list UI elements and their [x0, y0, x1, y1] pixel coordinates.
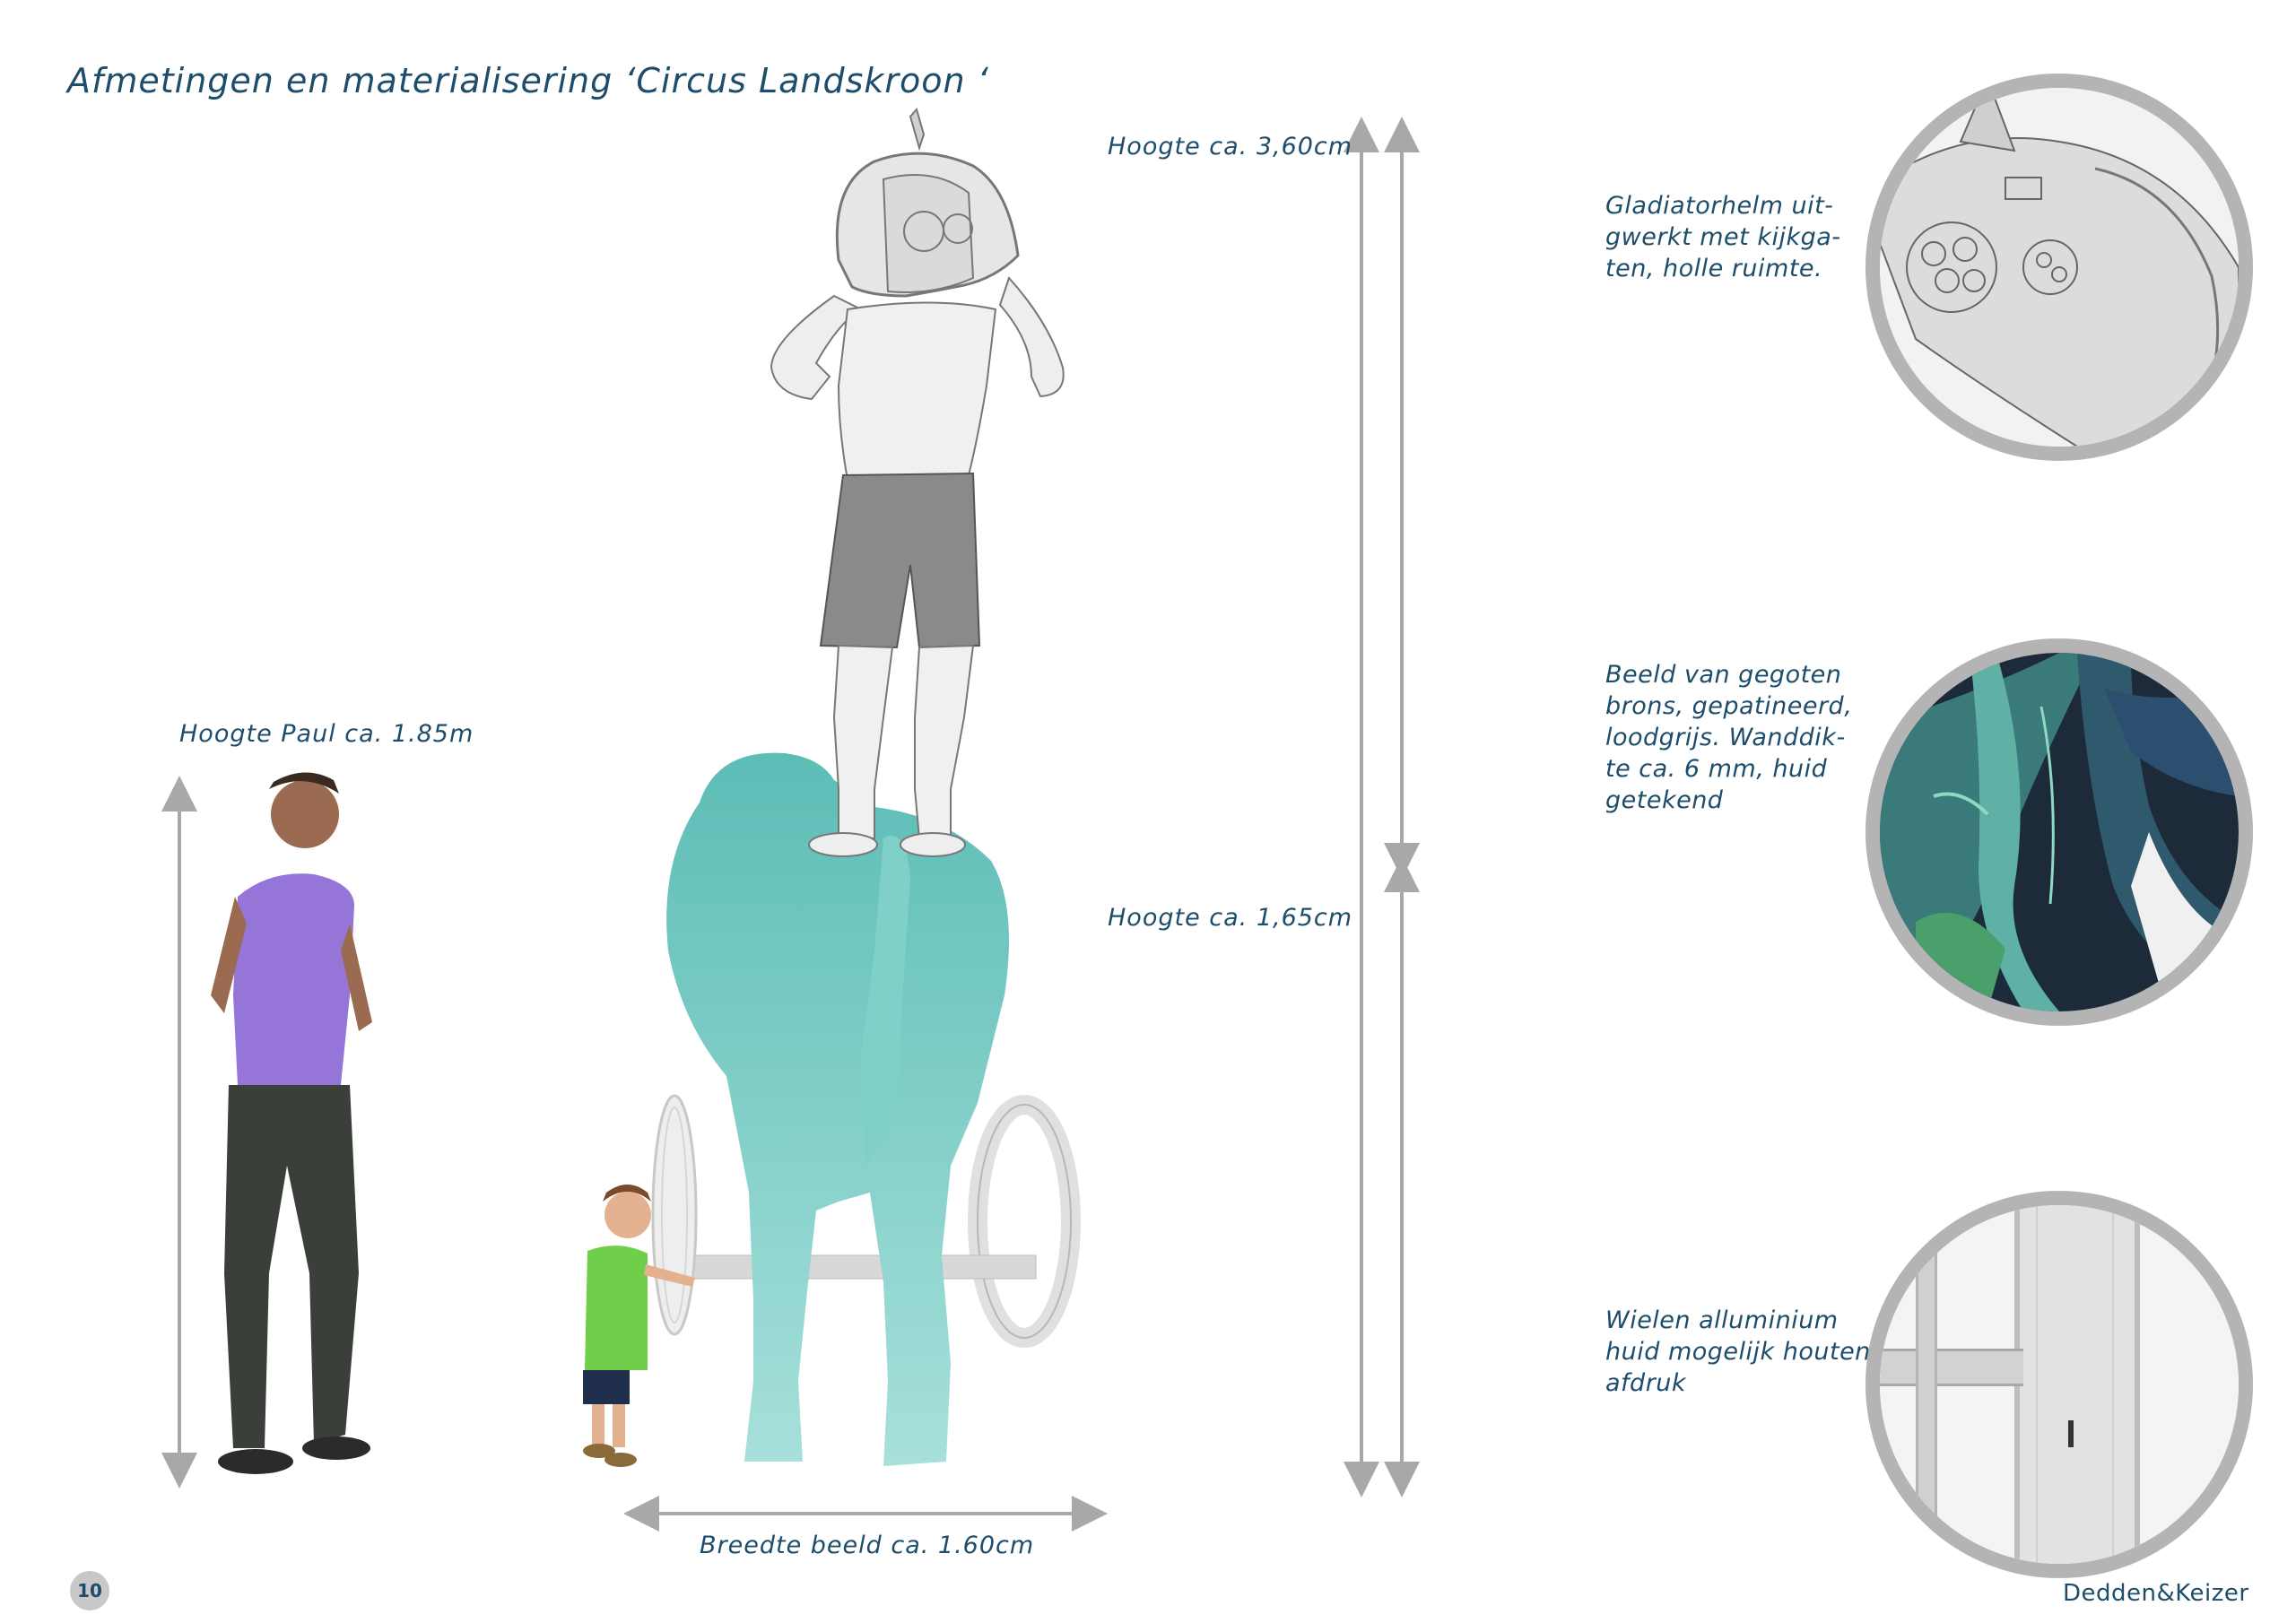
width-label: Breedte beeld ca. 1.60cm [700, 1532, 1035, 1559]
statue-height-label: Hoogte ca. 1,65cm [1108, 904, 1353, 932]
wheel-detail-image [1866, 1191, 2253, 1578]
paul-height-label: Hoogte Paul ca. 1.85m [179, 720, 474, 748]
page-title: Afmetingen en materialisering ‘Circus Landskroon ‘ [67, 61, 989, 100]
brand-name: Dedden&Keizer [2063, 1580, 2249, 1607]
helmet-detail-image [1866, 74, 2253, 461]
wheel-description: Wielen alluminium huid mogelijk houten afdruk [1605, 1306, 1871, 1397]
bronze-description: Beeld van gegoten brons, gepatineerd, loodgrijs. Wanddik- te ca. 6 mm, huid getekend [1605, 661, 1853, 814]
bronze-texture-image [1866, 638, 2253, 1026]
total-height-label: Hoogte ca. 3,60cm [1108, 133, 1353, 161]
page-number: 10 [70, 1571, 109, 1610]
helmet-description: Gladiatorhelm uit- gwerkt met kijkga- ten, holle ruimte. [1605, 192, 1841, 282]
